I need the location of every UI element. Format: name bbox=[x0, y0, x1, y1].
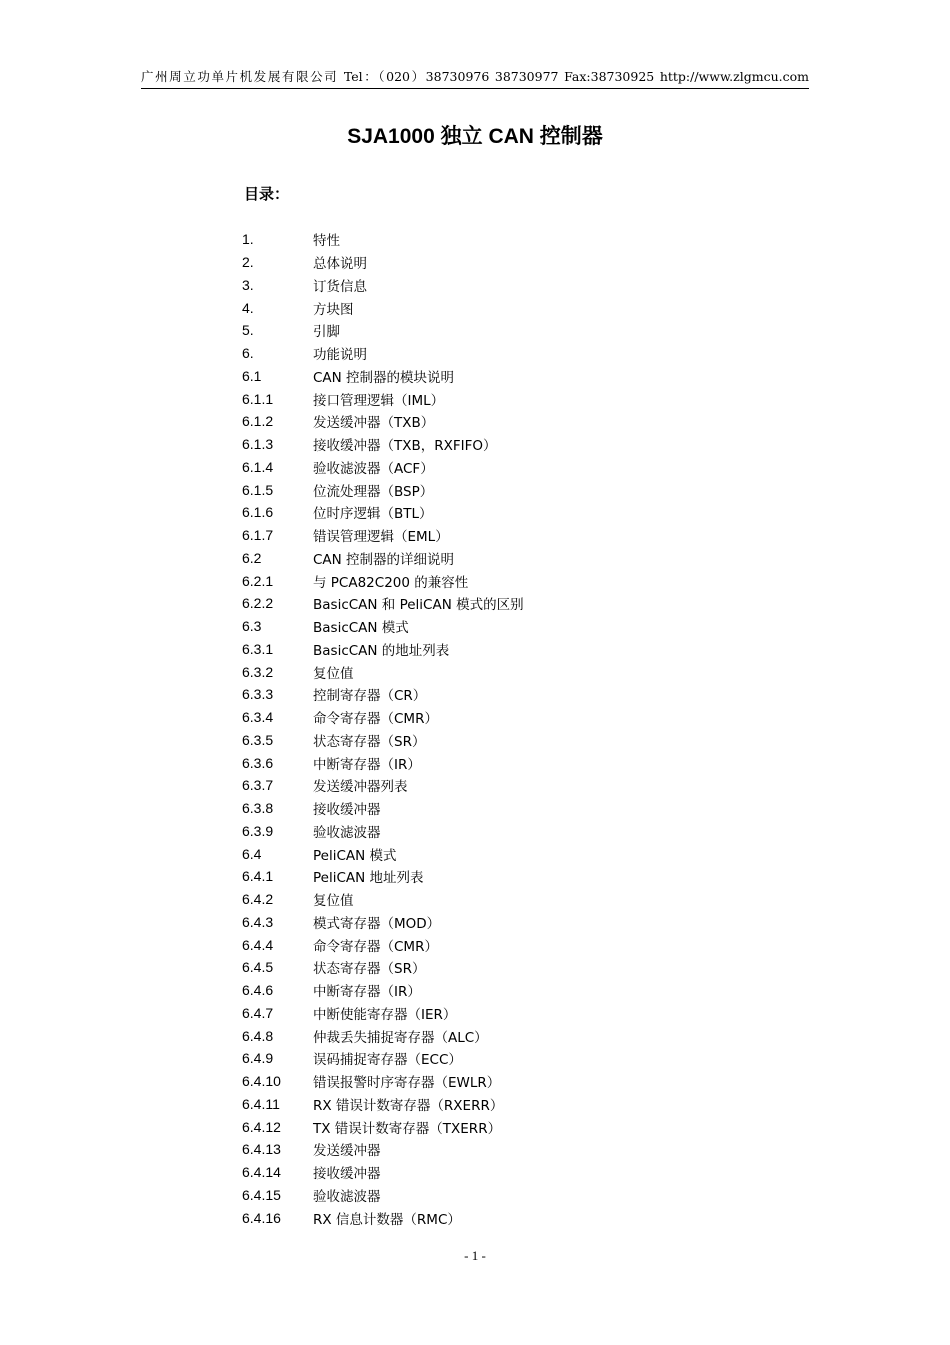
toc-entry bbox=[242, 615, 762, 638]
toc-entry-number: 6.4.6 bbox=[242, 982, 274, 999]
toc-entry bbox=[242, 1024, 762, 1047]
toc-entry bbox=[242, 387, 762, 410]
toc-entry bbox=[242, 1093, 762, 1116]
toc-entry bbox=[242, 569, 762, 592]
toc-entry-title: 验收滤波器 bbox=[313, 1188, 381, 1205]
toc-entry-title: 特性 bbox=[313, 233, 340, 250]
toc-entry-title: 错误管理逻辑（EML） bbox=[313, 529, 449, 546]
toc-entry-number: 6.1.7 bbox=[242, 527, 274, 544]
toc-entry-title: 仲裁丢失捕捉寄存器（ALC） bbox=[313, 1029, 488, 1046]
toc-entry-title: 位流处理器（BSP） bbox=[313, 483, 434, 500]
toc-entry-number: 6. bbox=[242, 345, 254, 362]
toc-entry-title: BasicCAN 和 PeliCAN 模式的区别 bbox=[313, 597, 524, 614]
toc-entry-number: 6.4.16 bbox=[242, 1209, 281, 1226]
toc-entry-title: 状态寄存器（SR） bbox=[313, 733, 426, 750]
toc-entry bbox=[242, 1161, 762, 1184]
document-title: SJA1000 独立 CAN 控制器 bbox=[347, 125, 603, 148]
toc-entry-number: 6.4.5 bbox=[242, 959, 274, 976]
toc-entry-title: 接收缓冲器 bbox=[313, 802, 381, 819]
toc-entry-number: 3. bbox=[242, 276, 254, 293]
toc-entry-number: 6.3.8 bbox=[242, 800, 274, 817]
toc-entry bbox=[242, 660, 762, 683]
toc-entry bbox=[242, 797, 762, 820]
toc-entry-title: 总体说明 bbox=[313, 256, 367, 273]
toc-entry-number: 2. bbox=[242, 254, 254, 271]
toc-entry bbox=[242, 1070, 762, 1093]
toc-entry-number: 6.3.9 bbox=[242, 822, 274, 839]
toc-entry bbox=[242, 365, 762, 388]
toc-entry-title: 中断寄存器（IR） bbox=[313, 756, 421, 773]
toc-entry-number: 6.3.7 bbox=[242, 777, 274, 794]
toc-entry-number: 6.4.7 bbox=[242, 1004, 274, 1021]
toc-entry-number: 6.1.2 bbox=[242, 413, 274, 430]
toc-entry bbox=[242, 547, 762, 570]
toc-entry-title: 中断寄存器（IR） bbox=[313, 984, 421, 1001]
toc-entry-title: 错误报警时序寄存器（EWLR） bbox=[313, 1075, 501, 1092]
toc-entry bbox=[242, 638, 762, 661]
toc-entry-number: 4. bbox=[242, 299, 254, 316]
toc-entry bbox=[242, 956, 762, 979]
toc-entry-number: 6.2.2 bbox=[242, 595, 274, 612]
toc-entry-title: BasicCAN 的地址列表 bbox=[313, 642, 450, 659]
toc-entry-title: CAN 控制器的详细说明 bbox=[313, 551, 455, 568]
toc-entry bbox=[242, 729, 762, 752]
toc-entry bbox=[242, 228, 762, 251]
toc-entry-title: 接口管理逻辑（IML） bbox=[313, 392, 445, 409]
page-header bbox=[141, 66, 809, 89]
toc-entry-number: 6.1 bbox=[242, 367, 262, 384]
toc-entry-number: 6.3.2 bbox=[242, 663, 274, 680]
toc-entry bbox=[242, 410, 762, 433]
toc-entry-title: 命令寄存器（CMR） bbox=[313, 938, 438, 955]
toc-entry-number: 6.3.1 bbox=[242, 640, 274, 657]
toc-entry-title: 模式寄存器（MOD） bbox=[313, 915, 441, 932]
toc-entry bbox=[242, 842, 762, 865]
toc-entry-title: 订货信息 bbox=[313, 278, 367, 295]
toc-entry-title: BasicCAN 模式 bbox=[313, 620, 409, 637]
toc-entry-title: TX 错误计数寄存器（TXERR） bbox=[313, 1120, 502, 1137]
toc-entry-number: 6.1.4 bbox=[242, 458, 274, 475]
header-tel: Tel：（020）38730976 38730977 bbox=[343, 69, 559, 84]
page-number: - 1 - bbox=[464, 1248, 486, 1263]
toc-entry bbox=[242, 456, 762, 479]
header-fax: Fax:38730925 bbox=[564, 69, 655, 84]
toc-entry-number: 6.4.13 bbox=[242, 1141, 281, 1158]
toc-entry-title: 中断使能寄存器（IER） bbox=[313, 1006, 457, 1023]
toc-entry-title: 接收缓冲器（TXB，RXFIFO） bbox=[313, 438, 497, 455]
toc-entry-title: PeliCAN 模式 bbox=[313, 847, 397, 864]
toc-entry bbox=[242, 683, 762, 706]
toc-entry bbox=[242, 865, 762, 888]
toc-entry-number: 5. bbox=[242, 322, 254, 339]
toc-entry-number: 6.1.1 bbox=[242, 390, 274, 407]
toc-entry bbox=[242, 524, 762, 547]
toc-entry-number: 6.2 bbox=[242, 549, 262, 566]
toc-entry-title: 引脚 bbox=[313, 324, 340, 341]
header-url: http://www.zlgmcu.com bbox=[659, 69, 809, 84]
toc-entry bbox=[242, 706, 762, 729]
toc-entry-number: 6.4.15 bbox=[242, 1186, 281, 1203]
toc-entry-number: 6.4.2 bbox=[242, 891, 274, 908]
toc-entry bbox=[242, 820, 762, 843]
toc-entry-title: 误码捕捉寄存器（ECC） bbox=[313, 1052, 462, 1069]
toc-entry-number: 6.2.1 bbox=[242, 572, 274, 589]
toc-entry bbox=[242, 478, 762, 501]
toc-entry-title: 复位值 bbox=[313, 893, 354, 910]
toc-entry-number: 6.1.3 bbox=[242, 436, 274, 453]
toc-entry bbox=[242, 888, 762, 911]
toc-entry-number: 6.4.3 bbox=[242, 913, 274, 930]
toc-entry bbox=[242, 251, 762, 274]
toc-entry-number: 6.3 bbox=[242, 618, 262, 635]
toc-entry-number: 6.4.11 bbox=[242, 1095, 280, 1112]
toc-entry bbox=[242, 501, 762, 524]
toc-entry-number: 6.4.9 bbox=[242, 1050, 274, 1067]
toc-entry-number: 6.4 bbox=[242, 845, 262, 862]
toc-entry-number: 6.4.8 bbox=[242, 1027, 274, 1044]
toc-entry bbox=[242, 1138, 762, 1161]
toc-entry bbox=[242, 1002, 762, 1025]
toc-entry bbox=[242, 319, 762, 342]
toc-entry-title: 复位值 bbox=[313, 665, 354, 682]
toc-entry-number: 6.4.12 bbox=[242, 1118, 281, 1135]
toc-entry-title: RX 错误计数寄存器（RXERR） bbox=[313, 1097, 504, 1114]
toc-entry bbox=[242, 274, 762, 297]
toc-entry bbox=[242, 1115, 762, 1138]
toc-entry-number: 6.4.4 bbox=[242, 936, 274, 953]
toc-entry-title: 命令寄存器（CMR） bbox=[313, 711, 438, 728]
toc-entry-title: 发送缓冲器列表 bbox=[313, 779, 408, 796]
toc-entry bbox=[242, 774, 762, 797]
toc-entry bbox=[242, 911, 762, 934]
toc-entry-title: PeliCAN 地址列表 bbox=[313, 870, 424, 887]
toc-entry-number: 6.3.5 bbox=[242, 731, 274, 748]
toc-entry-number: 6.1.5 bbox=[242, 481, 274, 498]
toc-entry bbox=[242, 1206, 762, 1229]
toc-entry bbox=[242, 933, 762, 956]
toc-heading: 目录： bbox=[244, 185, 290, 203]
table-of-contents bbox=[242, 228, 762, 1229]
toc-entry bbox=[242, 751, 762, 774]
toc-entry bbox=[242, 433, 762, 456]
toc-entry-title: 控制寄存器（CR） bbox=[313, 688, 427, 705]
toc-entry-number: 6.4.1 bbox=[242, 868, 274, 885]
toc-entry bbox=[242, 342, 762, 365]
toc-entry-title: 功能说明 bbox=[313, 347, 367, 364]
toc-entry bbox=[242, 1047, 762, 1070]
toc-entry bbox=[242, 1184, 762, 1207]
toc-entry bbox=[242, 592, 762, 615]
toc-entry bbox=[242, 979, 762, 1002]
toc-entry bbox=[242, 296, 762, 319]
toc-entry-title: 方块图 bbox=[313, 301, 354, 318]
toc-entry-title: 接收缓冲器 bbox=[313, 1166, 381, 1183]
toc-entry-number: 1. bbox=[242, 231, 254, 248]
header-company: 广州周立功单片机发展有限公司 bbox=[141, 69, 339, 84]
toc-entry-title: 状态寄存器（SR） bbox=[313, 961, 426, 978]
toc-entry-number: 6.3.4 bbox=[242, 709, 274, 726]
toc-entry-number: 6.4.14 bbox=[242, 1164, 281, 1181]
toc-entry-number: 6.4.10 bbox=[242, 1073, 281, 1090]
toc-entry-title: 验收滤波器 bbox=[313, 824, 381, 841]
toc-entry-number: 6.3.6 bbox=[242, 754, 274, 771]
toc-entry-title: CAN 控制器的模块说明 bbox=[313, 369, 455, 386]
toc-entry-title: 发送缓冲器（TXB） bbox=[313, 415, 435, 432]
toc-entry-title: 发送缓冲器 bbox=[313, 1143, 381, 1160]
toc-entry-number: 6.3.3 bbox=[242, 686, 274, 703]
toc-entry-number: 6.1.6 bbox=[242, 504, 274, 521]
toc-entry-title: 验收滤波器（ACF） bbox=[313, 460, 434, 477]
toc-entry-title: RX 信息计数器（RMC） bbox=[313, 1211, 461, 1228]
toc-entry-title: 与 PCA82C200 的兼容性 bbox=[313, 574, 469, 591]
toc-entry-title: 位时序逻辑（BTL） bbox=[313, 506, 433, 523]
